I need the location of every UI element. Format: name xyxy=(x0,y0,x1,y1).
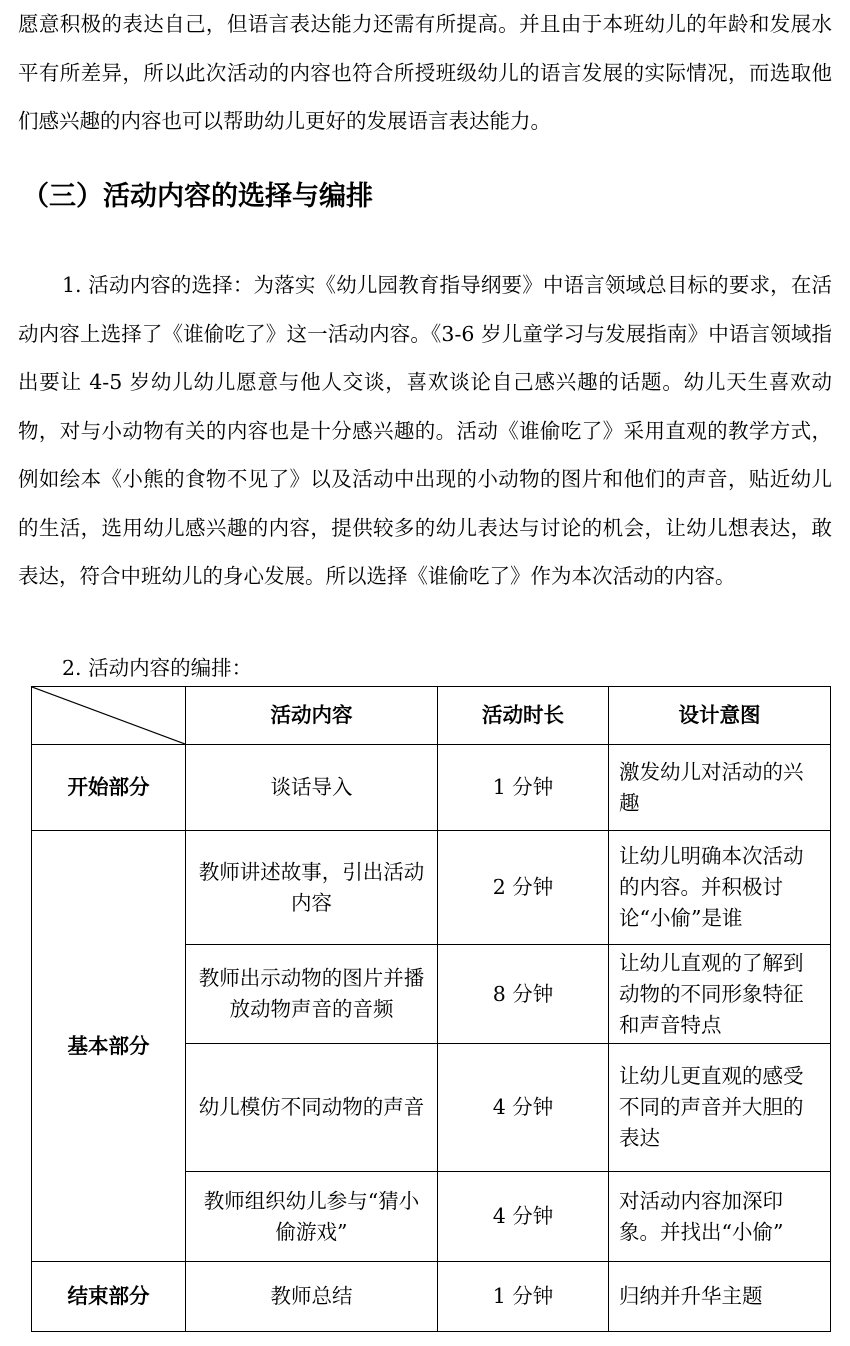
selection-paragraph: 1. 活动内容的选择：为落实《幼儿园教育指导纲要》中语言领域总目标的要求，在活动内容上选择了《谁偷吃了》这一活动内容。《3-6 岁儿童学习与发展指南》中语言领域指出要让 4-5 岁幼儿幼儿愿意与他人交谈，喜欢谈论自己感兴趣的话题。幼儿天生喜欢动物，对与小动物有关的内容也是十分感兴趣的。活动《谁偷吃了》采用直观的教学方式，例如绘本《小熊的食物不见了》以及活动中出现的小动物的图片和他们的声音，贴近幼儿的生活，选用幼儿感兴趣的内容，提供较多的幼儿表达与讨论的机会，让幼儿想表达，敢表达，符合中班幼儿的身心发展。所以选择《谁偷吃了》作为本次活动的内容。 xyxy=(18,273,832,588)
part-basic: 基本部分 xyxy=(32,831,186,1262)
cell-duration: 1 分钟 xyxy=(438,745,609,831)
cell-intent: 对活动内容加深印象。并找出“小偷” xyxy=(609,1172,831,1262)
section-heading: （三）活动内容的选择与编排 xyxy=(22,181,373,212)
cell-content: 教师组织幼儿参与“猜小偷游戏” xyxy=(186,1172,438,1262)
cell-intent: 让幼儿更直观的感受不同的声音并大胆的表达 xyxy=(609,1044,831,1172)
header-intent: 设计意图 xyxy=(609,687,831,745)
cell-intent: 归纳并升华主题 xyxy=(609,1262,831,1332)
cell-intent: 让幼儿直观的了解到动物的不同形象特征和声音特点 xyxy=(609,945,831,1044)
cell-content: 谈话导入 xyxy=(186,745,438,831)
cell-duration: 4 分钟 xyxy=(438,1044,609,1172)
cell-content: 教师总结 xyxy=(186,1262,438,1332)
cell-duration: 8 分钟 xyxy=(438,945,609,1044)
diagonal-line xyxy=(32,687,185,744)
activity-plan-table xyxy=(31,686,831,1332)
cell-content: 教师讲述故事，引出活动内容 xyxy=(186,831,438,945)
table-row xyxy=(32,831,831,945)
cell-duration: 2 分钟 xyxy=(438,831,609,945)
header-content: 活动内容 xyxy=(186,687,438,745)
cell-intent: 激发幼儿对活动的兴趣 xyxy=(609,745,831,831)
table-row xyxy=(32,745,831,831)
cell-intent: 让幼儿明确本次活动的内容。并积极讨论“小偷”是谁 xyxy=(609,831,831,945)
header-duration: 活动时长 xyxy=(438,687,609,745)
cell-content: 教师出示动物的图片并播放动物声音的音频 xyxy=(186,945,438,1044)
table-row xyxy=(32,1262,831,1332)
part-start: 开始部分 xyxy=(32,745,186,831)
cell-duration: 4 分钟 xyxy=(438,1172,609,1262)
diagonal-header-cell xyxy=(32,687,186,745)
part-end: 结束部分 xyxy=(32,1262,186,1332)
arrangement-label: 2. 活动内容的编排： xyxy=(62,656,253,680)
cell-content: 幼儿模仿不同动物的声音 xyxy=(186,1044,438,1172)
table-header-row xyxy=(32,687,831,745)
cell-duration: 1 分钟 xyxy=(438,1262,609,1332)
intro-paragraph: 愿意积极的表达自己，但语言表达能力还需有所提高。并且由于本班幼儿的年龄和发展水平有所差异，所以此次活动的内容也符合所授班级幼儿的语言发展的实际情况，而选取他们感兴趣的内容也可以帮助幼儿更好的发展语言表达能力。 xyxy=(18,12,832,133)
